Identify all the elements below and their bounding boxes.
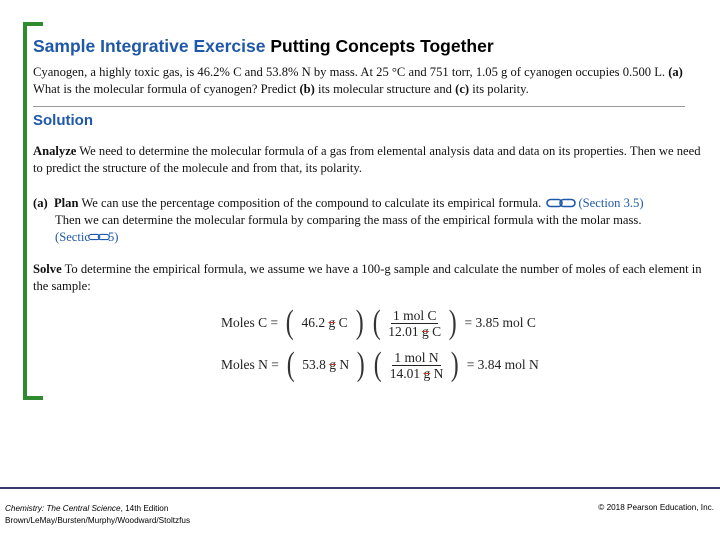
section-link[interactable]: 5) <box>107 230 119 244</box>
footer-divider <box>0 487 720 489</box>
equation-moles-n: Moles N = ( 53.8 g N ) ( $\frac{\text{1 mol N}}{\text{14.01 g N}}$ ) = 3.84 mol N <box>221 346 539 383</box>
divider <box>33 106 685 107</box>
chain-link-icon[interactable] <box>88 232 110 242</box>
footer-citation: Chemistry: The Central Science, 14th Edition Brown/LeMay/Bursten/Murphy/Woodward/Stoltzfus <box>5 504 191 525</box>
footer-copyright: © 2018 Pearson Education, Inc. <box>598 503 714 512</box>
conversion-fraction: $\frac{\text{1 mol C}}{\text{12.01 g C}}$ <box>388 307 442 339</box>
conversion-fraction: $\frac{\text{1 mol N}}{\text{14.01 g N}}$ <box>389 349 444 381</box>
section-link[interactable]: (Sectic <box>55 230 90 244</box>
chain-link-icon[interactable] <box>546 198 576 208</box>
exercise-tag: Sample Integrative Exercise <box>33 36 266 56</box>
green-bracket-top <box>23 22 43 26</box>
problem-statement: Cyanogen, a highly toxic gas, is 46.2% C and 53.8% N by mass. At 25 °C and 751 torr, 1.05 g of cyanogen occupies 0.500 L. (a) What is the molecular formula of cyanogen? Predict (b) its molecular structure and (c) its polarity. <box>33 65 683 96</box>
exercise-title: Putting Concepts Together <box>270 36 494 56</box>
green-bracket-vertical <box>23 22 27 400</box>
solution-heading: Solution <box>33 112 93 129</box>
section-link[interactable]: (Section 3.5) <box>578 196 644 210</box>
green-bracket-bottom <box>23 396 43 400</box>
plan-paragraph: (a) Plan We can use the percentage composition of the compound to calculate its empirical formula. (Section 3.5) Then we can determine the molecular formula by comparing the mass of the empirical formula with the molar mass. (Sectic 5) <box>33 196 644 244</box>
page-title <box>33 36 494 57</box>
equation-moles-c: Moles C = ( 46.2 g C ) ( $\frac{\text{1 mol C}}{\text{12.01 g C}}$ ) = 3.85 mol C <box>221 304 536 341</box>
solve-paragraph: Solve To determine the empirical formula, we assume we have a 100-g sample and calculate the number of moles of each element in the sample: <box>33 262 702 293</box>
analyze-paragraph: Analyze We need to determine the molecular formula of a gas from elemental analysis data and data on its properties. Then we need to predict the structure of the molecule and from that, its polarity. <box>33 144 701 175</box>
